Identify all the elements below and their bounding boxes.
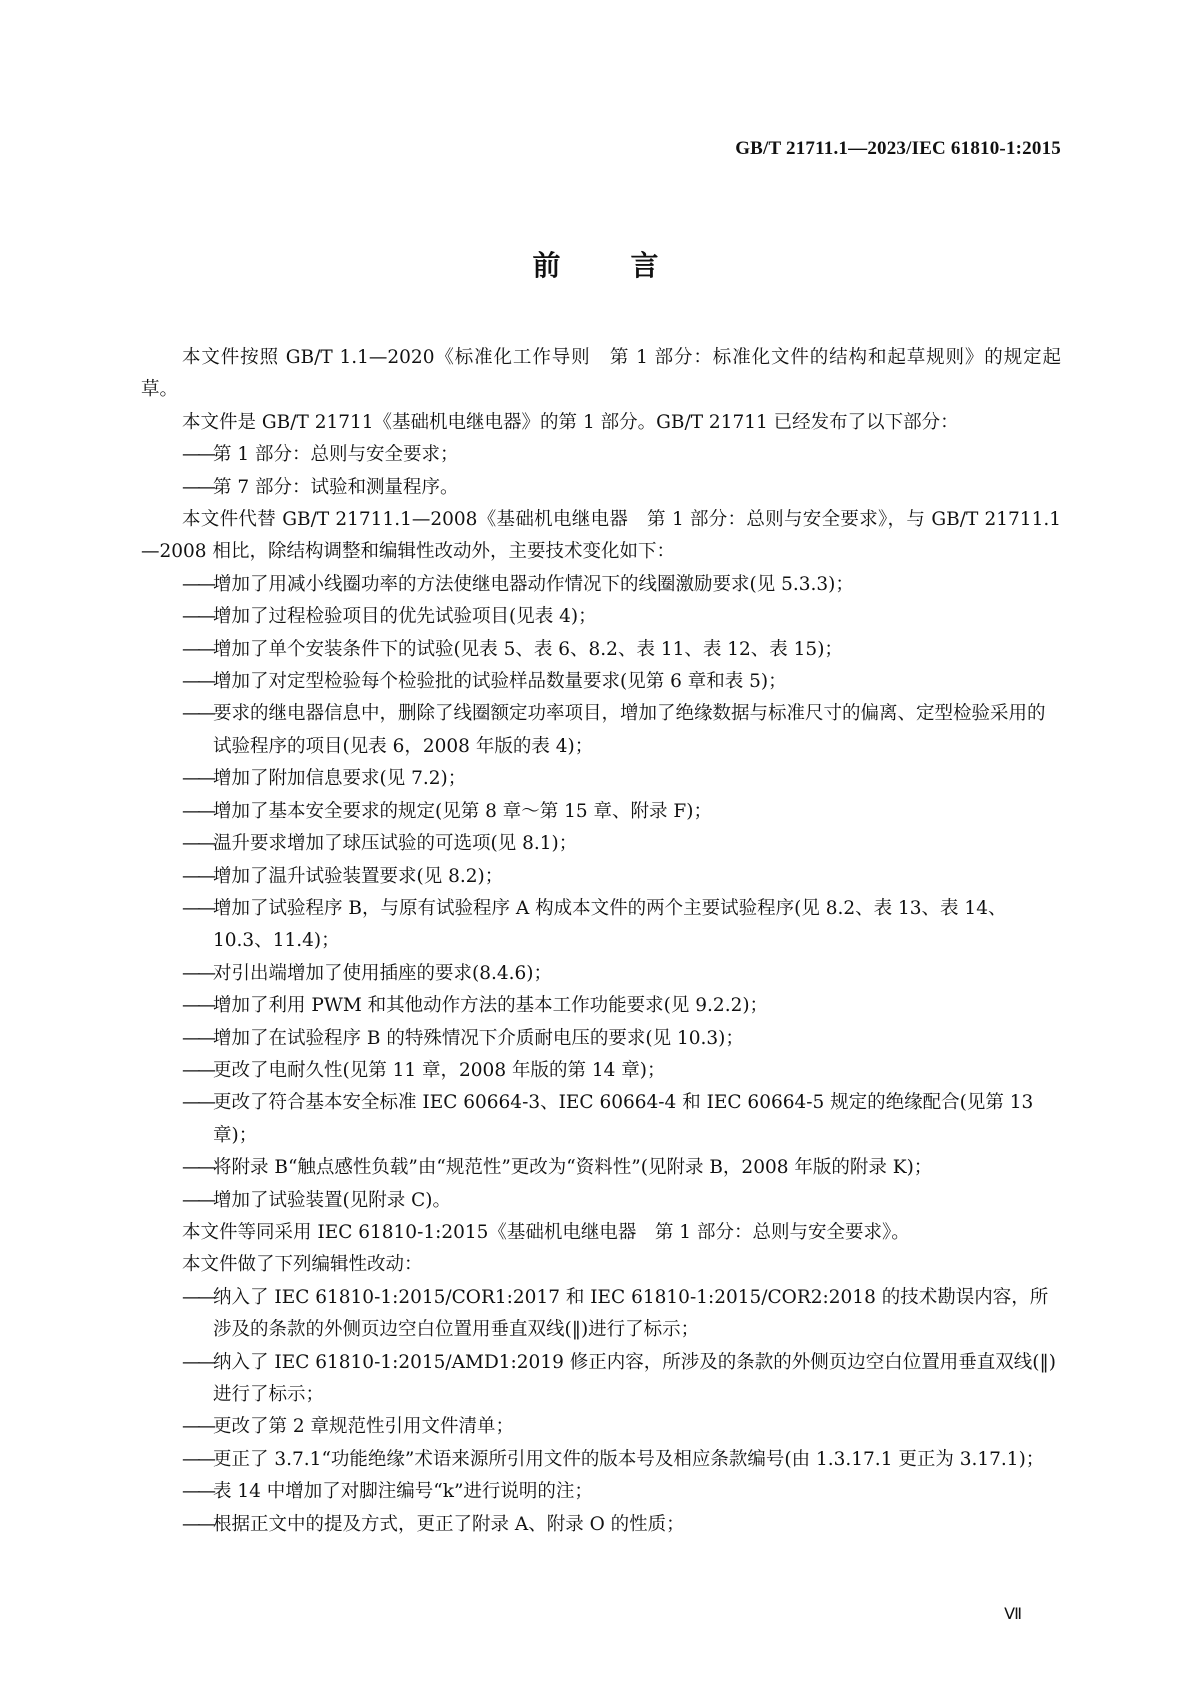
paragraph: 本文件等同采用 IEC 61810-1:2015《基础机电继电器 第 1 部分：总则与安全要求》。 [182, 1221, 910, 1243]
paragraph: 本文件是 GB/T 21711《基础机电继电器》的第 1 部分。GB/T 21711 已经发布了以下部分： [182, 411, 959, 433]
list-dash-marker: —— [182, 962, 213, 984]
list-item-text: 增加了在试验程序 B 的特殊情况下介质耐电压的要求(见 10.3)； [213, 1027, 744, 1049]
list-dash-marker: —— [182, 1157, 213, 1179]
list-item [141, 1023, 1061, 1055]
list-item [141, 472, 1061, 504]
list-dash-marker: —— [182, 1189, 213, 1211]
list-item-text: 对引出端增加了使用插座的要求(8.4.6)； [213, 962, 553, 984]
list-item [141, 666, 1061, 698]
list-item [141, 1055, 1061, 1087]
list-item-text: 更改了第 2 章规范性引用文件清单； [213, 1416, 515, 1438]
list-item [141, 698, 1061, 763]
paragraph: 本文件做了下列编辑性改动： [182, 1254, 423, 1276]
page-title [0, 244, 1191, 284]
list-item-text: 增加了基本安全要求的规定(见第 8 章～第 15 章、附录 F)； [213, 800, 712, 822]
list-dash-marker: —— [182, 476, 213, 498]
list-dash-marker: —— [182, 444, 213, 466]
list-item [141, 1185, 1061, 1217]
list-item-text: 增加了对定型检验每个检验批的试验样品数量要求(见第 6 章和表 5)； [213, 671, 787, 693]
list-dash-marker: —— [182, 638, 213, 660]
page-number: Ⅶ [1004, 1606, 1022, 1623]
list-dash-marker: —— [182, 897, 213, 919]
list-item-text: 纳入了 IEC 61810-1:2015/AMD1:2019 修正内容，所涉及的条款的外侧页边空白位置用垂直双线(‖)进行了标示； [213, 1351, 1056, 1405]
list-item-text: 根据正文中的提及方式，更正了附录 A、附录 O 的性质； [213, 1513, 685, 1535]
list-item [141, 1411, 1061, 1443]
list-dash-marker: —— [182, 606, 213, 628]
list-dash-marker: —— [182, 1092, 213, 1114]
list-dash-marker: —— [182, 1059, 213, 1081]
list-item [141, 569, 1061, 601]
foreword-body [141, 342, 1061, 1541]
list-item-text: 更改了符合基本安全标准 IEC 60664-3、IEC 60664-4 和 IEC 60664-5 规定的绝缘配合(见第 13 章)； [213, 1092, 1034, 1146]
list-dash-marker: —— [182, 1448, 213, 1470]
list-dash-marker: —— [182, 1416, 213, 1438]
list-item [141, 958, 1061, 990]
list-item-text: 第 7 部分：试验和测量程序。 [213, 476, 459, 498]
list-item [141, 861, 1061, 893]
list-item-text: 增加了用减小线圈功率的方法使继电器动作情况下的线圈激励要求(见 5.3.3)； [213, 573, 854, 595]
list-item [141, 1347, 1061, 1412]
list-item-text: 增加了温升试验装置要求(见 8.2)； [213, 865, 504, 887]
list-item-text: 增加了利用 PWM 和其他动作方法的基本工作功能要求(见 9.2.2)； [213, 995, 769, 1017]
list-item [141, 1476, 1061, 1508]
list-item-text: 纳入了 IEC 61810-1:2015/COR1:2017 和 IEC 61810-1:2015/COR2:2018 的技术勘误内容，所涉及的条款的外侧页边空白位置用垂直双线(‖)进行了标示； [213, 1286, 1049, 1341]
list-item-text: 增加了单个安装条件下的试验(见表 5、表 6、8.2、表 11、表 12、表 15)； [213, 638, 843, 660]
list-item [141, 796, 1061, 828]
list-item [141, 893, 1061, 958]
list-item-text: 温升要求增加了球压试验的可选项(见 8.1)； [213, 833, 578, 855]
list-item-text: 第 1 部分：总则与安全要求； [213, 444, 459, 466]
title-char-2: 言 [630, 249, 659, 282]
list-item [141, 1282, 1061, 1347]
list-item [141, 1152, 1061, 1184]
list-dash-marker: —— [182, 573, 213, 595]
list-item [141, 439, 1061, 471]
list-dash-marker: —— [182, 865, 213, 887]
list-item [141, 990, 1061, 1022]
list-item [141, 1509, 1061, 1541]
list-dash-marker: —— [182, 833, 213, 855]
paragraph: 本文件代替 GB/T 21711.1—2008《基础机电继电器 第 1 部分：总则与安全要求》，与 GB/T 21711.1—2008 相比，除结构调整和编辑性改动外，主要技术变化如下： [141, 509, 1061, 563]
list-dash-marker: —— [182, 995, 213, 1017]
list-item-text: 增加了试验程序 B，与原有试验程序 A 构成本文件的两个主要试验程序(见 8.2、表 13、表 14、10.3、11.4)； [213, 897, 1007, 952]
list-item-text: 增加了试验装置(见附录 C)。 [213, 1189, 451, 1211]
document-number-header: GB/T 21711.1—2023/IEC 61810-1:2015 [735, 138, 1061, 159]
list-item-text: 增加了过程检验项目的优先试验项目(见表 4)； [213, 606, 597, 628]
list-item [141, 1087, 1061, 1152]
list-item-text: 要求的继电器信息中，删除了线圈额定功率项目，增加了绝缘数据与标准尺寸的偏离、定型检验采用的试验程序的项目(见表 6，2008 年版的表 4)； [213, 703, 1046, 757]
list-item-text: 表 14 中增加了对脚注编号“k”进行说明的注； [213, 1481, 593, 1503]
list-dash-marker: —— [182, 671, 213, 693]
list-dash-marker: —— [182, 1351, 213, 1373]
paragraph: 本文件按照 GB/T 1.1—2020《标准化工作导则 第 1 部分：标准化文件的结构和起草规则》的规定起草。 [141, 347, 1061, 401]
list-item [141, 763, 1061, 795]
list-item-text: 将附录 B“触点感性负载”由“规范性”更改为“资料性”(见附录 B，2008 年版的附录 K)； [213, 1157, 933, 1179]
list-item-text: 更改了电耐久性(见第 11 章，2008 年版的第 14 章)； [213, 1059, 666, 1081]
list-dash-marker: —— [182, 768, 213, 790]
list-dash-marker: —— [182, 1286, 213, 1308]
list-dash-marker: —— [182, 1513, 213, 1535]
list-item [141, 1444, 1061, 1476]
list-item [141, 828, 1061, 860]
list-dash-marker: —— [182, 800, 213, 822]
list-dash-marker: —— [182, 1027, 213, 1049]
list-dash-marker: —— [182, 703, 213, 725]
list-item [141, 601, 1061, 633]
list-item-text: 增加了附加信息要求(见 7.2)； [213, 768, 467, 790]
list-dash-marker: —— [182, 1481, 213, 1503]
list-item-text: 更正了 3.7.1“功能绝缘”术语来源所引用文件的版本号及相应条款编号(由 1.3.17.1 更正为 3.17.1)； [213, 1448, 1045, 1470]
title-char-1: 前 [532, 249, 561, 282]
list-item [141, 634, 1061, 666]
